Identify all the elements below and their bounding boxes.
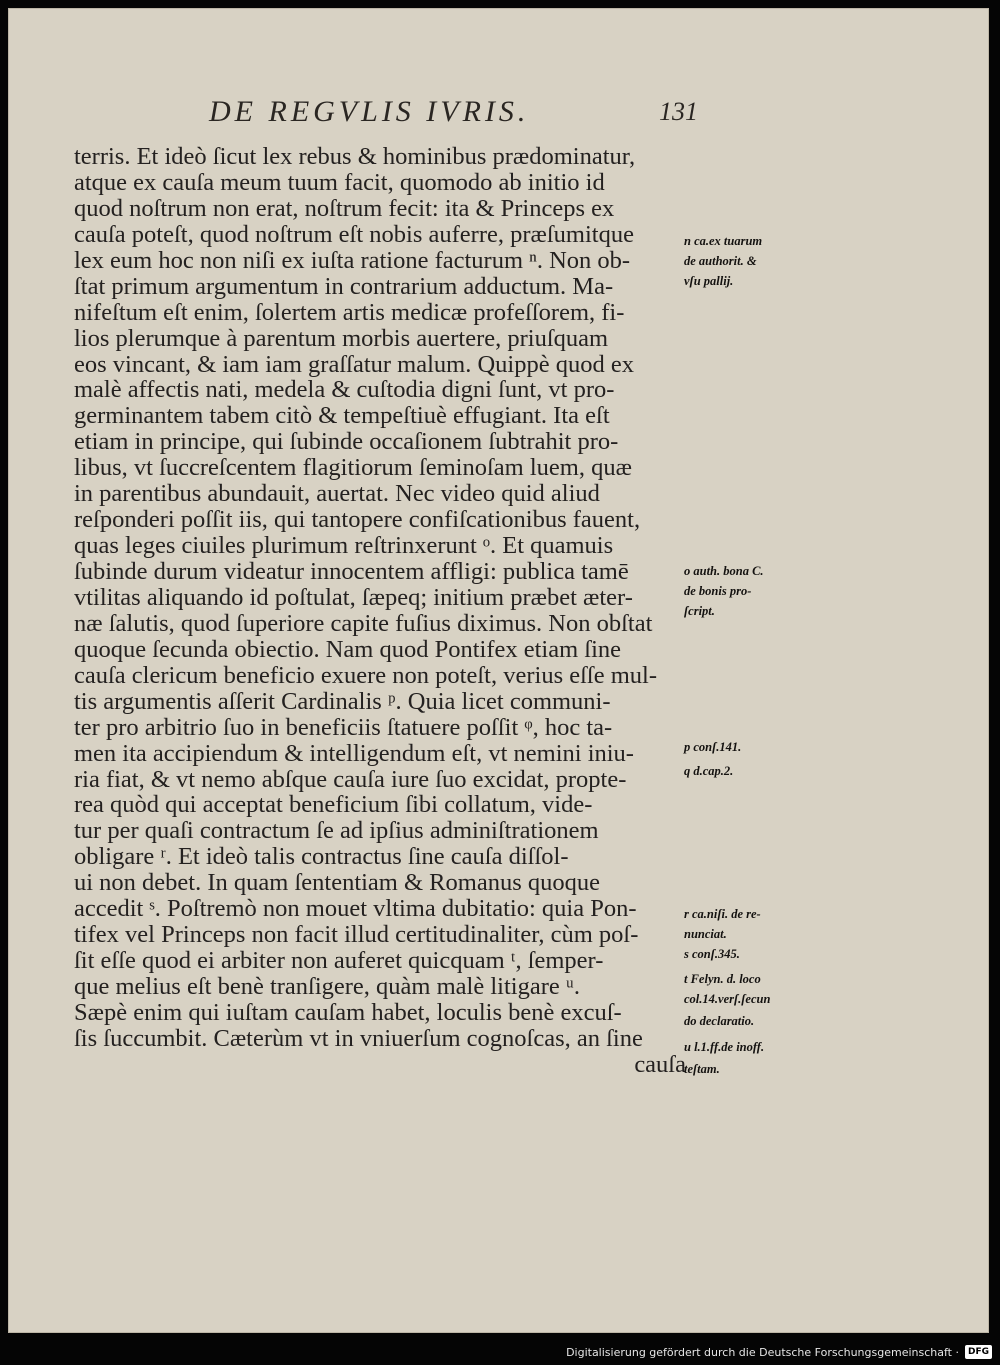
text-line: quoque ſecunda obiectio. Nam quod Pontifex etiam ſine bbox=[74, 635, 622, 663]
text-line: tifex vel Princeps non facit illud certitudinaliter, cùm poſ- bbox=[74, 921, 639, 949]
margin-note: col.14.verſ.ſecun bbox=[684, 992, 771, 1006]
text-line: tur per quaſi contractum ſe ad ipſius adminiſtrationem bbox=[74, 817, 599, 845]
text-line: accedit ˢ. Poſtremò non mouet vltima dubitatio: quia Pon- bbox=[74, 895, 637, 923]
text-line: ria fiat, & vt nemo abſque cauſa iure ſuo excidat, propte- bbox=[74, 765, 627, 793]
margin-note: teſtam. bbox=[684, 1062, 720, 1076]
text-line: lios plerumque à parentum morbis auertere, priuſquam bbox=[74, 324, 609, 352]
running-head: DE REGVLIS IVRIS. bbox=[209, 95, 530, 128]
text-line: ſit eſſe quod ei arbiter non auferet quicquam ᵗ, ſemper- bbox=[74, 947, 604, 975]
margin-note: r ca.niſi. de re- bbox=[684, 907, 761, 921]
margin-note: p conſ.141. bbox=[684, 740, 742, 754]
text-line: men ita accipiendum & intelligendum eſt, vt nemini iniu- bbox=[74, 739, 634, 767]
text-line: lex eum hoc non niſi ex iuſta ratione facturum ⁿ. Non ob- bbox=[74, 246, 631, 274]
text-line: ſubinde durum videatur innocentem affligi: publica tamē bbox=[74, 558, 629, 585]
text-line: etiam in principe, qui ſubinde occaſionem ſubtrahit pro- bbox=[74, 428, 619, 456]
text-line: quod noſtrum non erat, noſtrum fecit: ita & Princeps ex bbox=[74, 194, 615, 222]
margin-note: q d.cap.2. bbox=[684, 764, 734, 778]
margin-note: do declaratio. bbox=[684, 1014, 755, 1028]
text-line: atque ex cauſa meum tuum facit, quomodo ab initio id bbox=[74, 168, 605, 196]
text-line: ſis ſuccumbit. Cæterùm vt in vniuerſum cognoſcas, an ſine bbox=[74, 1024, 643, 1052]
margin-note: s conſ.345. bbox=[684, 947, 740, 961]
margin-note: de authorit. & bbox=[684, 254, 757, 268]
text-line: cauſa clericum beneficio exuere non poteſt, verius eſſe mul- bbox=[74, 661, 657, 689]
margin-note: t Felyn. d. loco bbox=[684, 972, 761, 986]
text-line: nifeſtum eſt enim, ſolertem artis medicæ profeſſorem, fi- bbox=[74, 298, 625, 326]
text-line: malè affectis nati, medela & cuſtodia digni ſunt, vt pro- bbox=[74, 376, 615, 404]
text-line: ter pro arbitrio ſuo in beneficiis ſtatuere poſſit ᵠ, hoc ta- bbox=[74, 713, 613, 741]
text-line: rea quòd qui acceptat beneficium ſibi collatum, vide- bbox=[74, 791, 593, 819]
catchword: cauſa bbox=[634, 1050, 686, 1078]
text-line: in parentibus abundauit, auertat. Nec video quid aliud bbox=[74, 480, 600, 508]
dfg-logo: DFG bbox=[965, 1345, 992, 1359]
page-header bbox=[209, 95, 698, 135]
digitization-footer bbox=[566, 1341, 992, 1363]
text-line: ui non debet. In quam ſententiam & Romanus quoque bbox=[74, 869, 600, 897]
text-line: reſponderi poſſit iis, qui tantopere confiſcationibus fauent, bbox=[74, 506, 641, 534]
text-line: vtilitas aliquando id poſtulat, ſæpeq; initium præbet æter- bbox=[74, 583, 633, 611]
margin-note: n ca.ex tuarum bbox=[684, 234, 763, 248]
margin-note: ſcript. bbox=[684, 604, 715, 618]
text-line: libus, vt ſuccreſcentem flagitiorum ſeminoſam luem, quæ bbox=[74, 454, 632, 482]
main-text-block bbox=[74, 144, 694, 1078]
margin-note: vſu pallij. bbox=[684, 274, 734, 288]
text-line: que melius eſt benè tranſigere, quàm malè litigare ᵘ. bbox=[74, 973, 581, 1000]
text-line: næ ſalutis, quod ſuperiore capite fuſius diximus. Non obſtat bbox=[74, 609, 653, 637]
text-line: obligare ʳ. Et ideò talis contractus ſine cauſa diſſol- bbox=[74, 843, 569, 871]
text-line: eos vincant, & iam iam graſſatur malum. Quippè quod ex bbox=[74, 350, 634, 378]
margin-note: nunciat. bbox=[684, 927, 727, 941]
margin-note: o auth. bona C. bbox=[684, 564, 764, 578]
book-page bbox=[8, 8, 989, 1333]
margin-note: de bonis pro- bbox=[684, 584, 752, 598]
text-line: germinantem tabem citò & tempeſtiuè effugiant. Ita eſt bbox=[74, 402, 610, 430]
text-line: tis argumentis aſſerit Cardinalis ᵖ. Quia licet communi- bbox=[74, 687, 611, 715]
text-line: ſtat primum argumentum in contrarium adductum. Ma- bbox=[74, 272, 614, 300]
text-line: Sæpè enim qui iuſtam cauſam habet, loculis benè excuſ- bbox=[74, 998, 622, 1026]
funding-credit: Digitalisierung gefördert durch die Deutsche Forschungsgemeinschaft · bbox=[566, 1345, 959, 1359]
margin-note: u l.1.ff.de inoff. bbox=[684, 1040, 765, 1054]
text-line: quas leges ciuiles plurimum reſtrinxerunt ᵒ. Et quamuis bbox=[74, 532, 614, 560]
page-number: 131 bbox=[659, 97, 698, 126]
text-line: terris. Et ideò ſicut lex rebus & hominibus prædominatur, bbox=[74, 143, 636, 170]
text-line: cauſa poteſt, quod noſtrum eſt nobis auferre, præſumitque bbox=[74, 220, 634, 248]
